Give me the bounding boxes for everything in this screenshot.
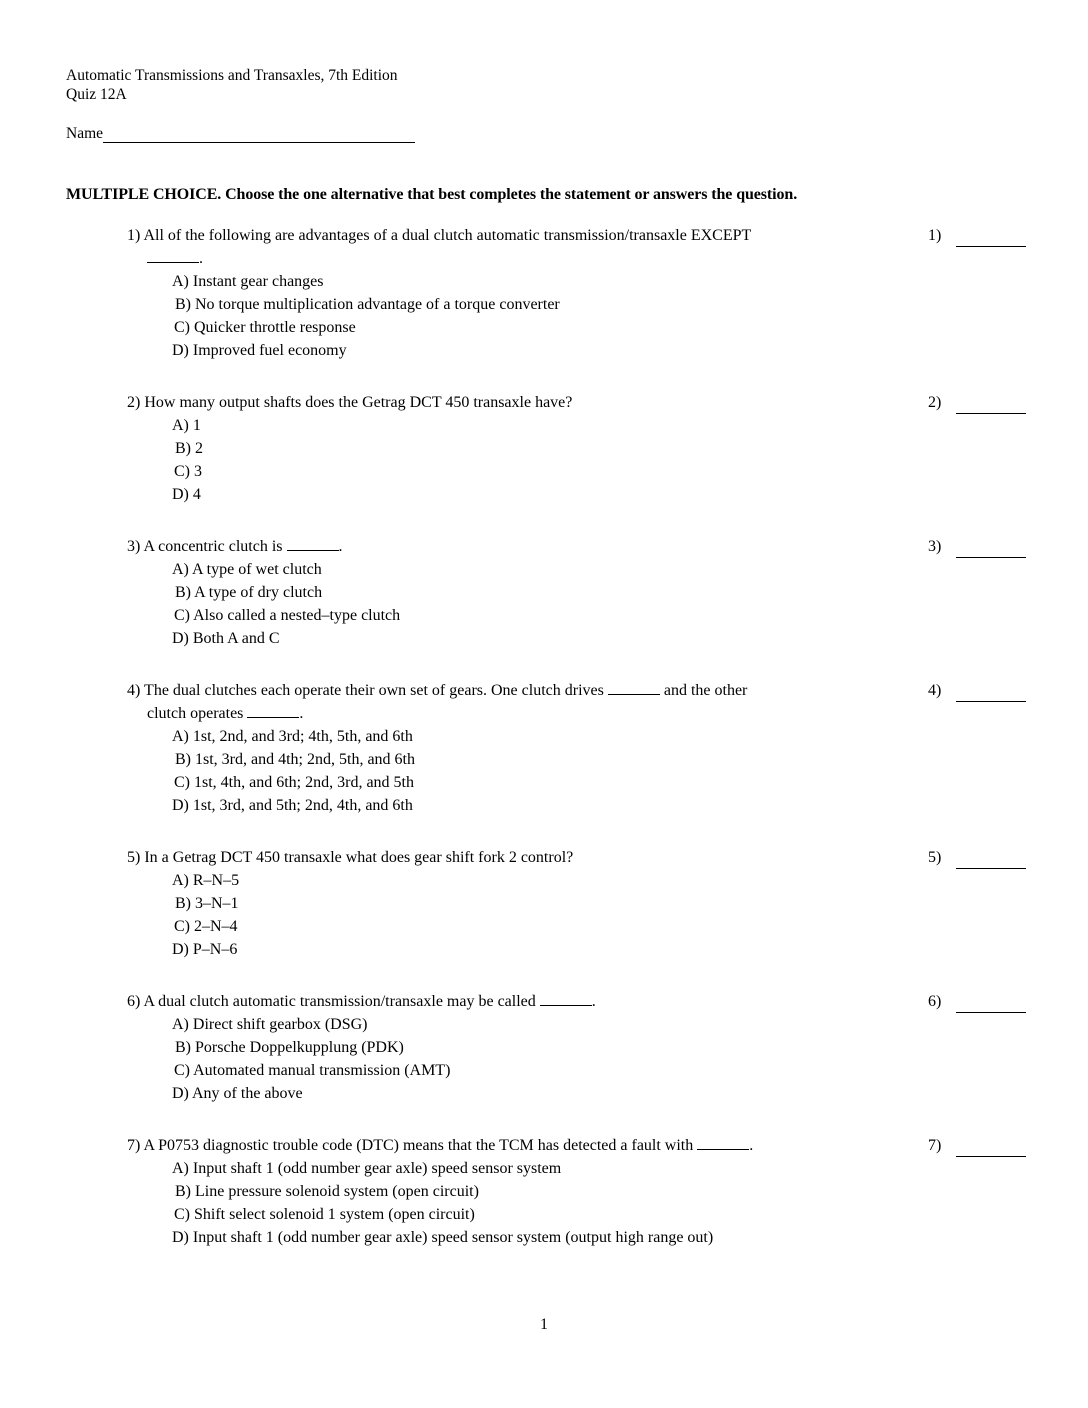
answer-number: 7) bbox=[928, 1137, 942, 1154]
option-b[interactable]: B) A type of dry clutch bbox=[175, 584, 323, 601]
answer-line[interactable] bbox=[956, 228, 1026, 247]
question-1 bbox=[127, 224, 1027, 362]
question-6 bbox=[127, 990, 1027, 1105]
option-b[interactable]: B) Line pressure solenoid system (open circuit) bbox=[175, 1183, 479, 1200]
fill-blank bbox=[247, 703, 299, 718]
option-d[interactable]: D) Input shaft 1 (odd number gear axle) speed sensor system (output high range out) bbox=[172, 1229, 714, 1246]
fill-blank bbox=[608, 680, 660, 695]
answer-slot[interactable] bbox=[928, 535, 1026, 558]
question-stem bbox=[127, 535, 897, 558]
question-5 bbox=[127, 846, 1027, 961]
name-input-line[interactable] bbox=[103, 126, 415, 143]
option-c[interactable]: C) Shift select solenoid 1 system (open circuit) bbox=[174, 1206, 475, 1223]
option-d[interactable]: D) Any of the above bbox=[172, 1085, 303, 1102]
stem-text: 4) The dual clutches each operate their own set of gears. One clutch drives bbox=[127, 682, 608, 699]
quiz-title: Quiz 12A bbox=[66, 86, 127, 103]
answer-line[interactable] bbox=[956, 395, 1026, 414]
answer-slot[interactable] bbox=[928, 679, 1026, 702]
fill-blank bbox=[540, 991, 592, 1006]
option-b[interactable]: B) 3–N–1 bbox=[175, 895, 239, 912]
answer-number: 1) bbox=[928, 227, 942, 244]
option-a[interactable]: A) Direct shift gearbox (DSG) bbox=[172, 1016, 368, 1033]
options-list bbox=[127, 414, 1027, 506]
option-a[interactable]: A) Instant gear changes bbox=[172, 273, 324, 290]
name-field-row bbox=[66, 125, 415, 143]
question-stem bbox=[127, 846, 897, 869]
options-list bbox=[127, 1157, 1027, 1249]
stem-text: 2) How many output shafts does the Getrag DCT 450 transaxle have? bbox=[127, 394, 573, 411]
option-b[interactable]: B) No torque multiplication advantage of a torque converter bbox=[175, 296, 560, 313]
answer-slot[interactable] bbox=[928, 990, 1026, 1013]
option-c[interactable]: C) 2–N–4 bbox=[174, 918, 238, 935]
answer-number: 5) bbox=[928, 849, 942, 866]
section-instructions: MULTIPLE CHOICE. Choose the one alternative that best completes the statement or answers the question. bbox=[66, 186, 798, 203]
fill-blank bbox=[147, 248, 199, 263]
option-a[interactable]: A) A type of wet clutch bbox=[172, 561, 322, 578]
fill-blank bbox=[697, 1135, 749, 1150]
option-c[interactable]: C) Automated manual transmission (AMT) bbox=[174, 1062, 451, 1079]
options-list bbox=[127, 869, 1027, 961]
page-number: 1 bbox=[540, 1316, 548, 1333]
answer-slot[interactable] bbox=[928, 391, 1026, 414]
course-title: Automatic Transmissions and Transaxles, 7th Edition bbox=[66, 67, 398, 84]
option-a[interactable]: A) 1st, 2nd, and 3rd; 4th, 5th, and 6th bbox=[172, 728, 413, 745]
options-list bbox=[127, 1013, 1027, 1105]
stem-text: 6) A dual clutch automatic transmission/transaxle may be called bbox=[127, 993, 540, 1010]
answer-number: 3) bbox=[928, 538, 942, 555]
answer-line[interactable] bbox=[956, 850, 1026, 869]
option-d[interactable]: D) 1st, 3rd, and 5th; 2nd, 4th, and 6th bbox=[172, 797, 413, 814]
answer-line[interactable] bbox=[956, 539, 1026, 558]
option-d[interactable]: D) P–N–6 bbox=[172, 941, 238, 958]
option-b[interactable]: B) 2 bbox=[175, 440, 203, 457]
answer-line[interactable] bbox=[956, 1138, 1026, 1157]
question-3 bbox=[127, 535, 1027, 650]
stem-text: . bbox=[299, 705, 304, 722]
answer-slot[interactable] bbox=[928, 846, 1026, 869]
stem-text: and the other bbox=[659, 682, 748, 699]
option-c[interactable]: C) Also called a nested–type clutch bbox=[174, 607, 401, 624]
option-d[interactable]: D) Both A and C bbox=[172, 630, 280, 647]
question-2 bbox=[127, 391, 1027, 506]
option-a[interactable]: A) 1 bbox=[172, 417, 201, 434]
answer-number: 6) bbox=[928, 993, 942, 1010]
answer-number: 2) bbox=[928, 394, 942, 411]
stem-text: . bbox=[199, 250, 203, 267]
answer-number: 4) bbox=[928, 682, 942, 699]
stem-text: 5) In a Getrag DCT 450 transaxle what does gear shift fork 2 control? bbox=[127, 849, 574, 866]
question-stem bbox=[127, 679, 897, 725]
question-stem bbox=[127, 391, 897, 414]
option-d[interactable]: D) 4 bbox=[172, 486, 201, 503]
stem-text: . bbox=[591, 993, 596, 1010]
question-stem bbox=[127, 1134, 897, 1157]
stem-text: 3) A concentric clutch is bbox=[127, 538, 287, 555]
stem-text: 1) All of the following are advantages of a dual clutch automatic transmission/transaxle EXCEPT bbox=[127, 227, 752, 244]
question-7 bbox=[127, 1134, 1027, 1249]
option-a[interactable]: A) Input shaft 1 (odd number gear axle) speed sensor system bbox=[172, 1160, 562, 1177]
fill-blank bbox=[287, 536, 339, 551]
option-c[interactable]: C) 3 bbox=[174, 463, 202, 480]
options-list bbox=[127, 270, 1027, 362]
option-c[interactable]: C) 1st, 4th, and 6th; 2nd, 3rd, and 5th bbox=[174, 774, 414, 791]
option-b[interactable]: B) 1st, 3rd, and 4th; 2nd, 5th, and 6th bbox=[175, 751, 415, 768]
option-b[interactable]: B) Porsche Doppelkupplung (PDK) bbox=[175, 1039, 404, 1056]
stem-text: 7) A P0753 diagnostic trouble code (DTC) means that the TCM has detected a fault with bbox=[127, 1137, 698, 1154]
question-stem bbox=[127, 224, 897, 270]
stem-text: . bbox=[749, 1137, 754, 1154]
options-list bbox=[127, 558, 1027, 650]
question-4 bbox=[127, 679, 1027, 817]
option-d[interactable]: D) Improved fuel economy bbox=[172, 342, 347, 359]
option-a[interactable]: A) R–N–5 bbox=[172, 872, 240, 889]
name-label: Name bbox=[66, 125, 104, 142]
answer-line[interactable] bbox=[956, 683, 1026, 702]
stem-text: clutch operates bbox=[147, 705, 248, 722]
answer-line[interactable] bbox=[956, 994, 1026, 1013]
question-stem bbox=[127, 990, 897, 1013]
option-c[interactable]: C) Quicker throttle response bbox=[174, 319, 356, 336]
stem-text: . bbox=[338, 538, 343, 555]
answer-slot[interactable] bbox=[928, 1134, 1026, 1157]
answer-slot[interactable] bbox=[928, 224, 1026, 247]
options-list bbox=[127, 725, 1027, 817]
